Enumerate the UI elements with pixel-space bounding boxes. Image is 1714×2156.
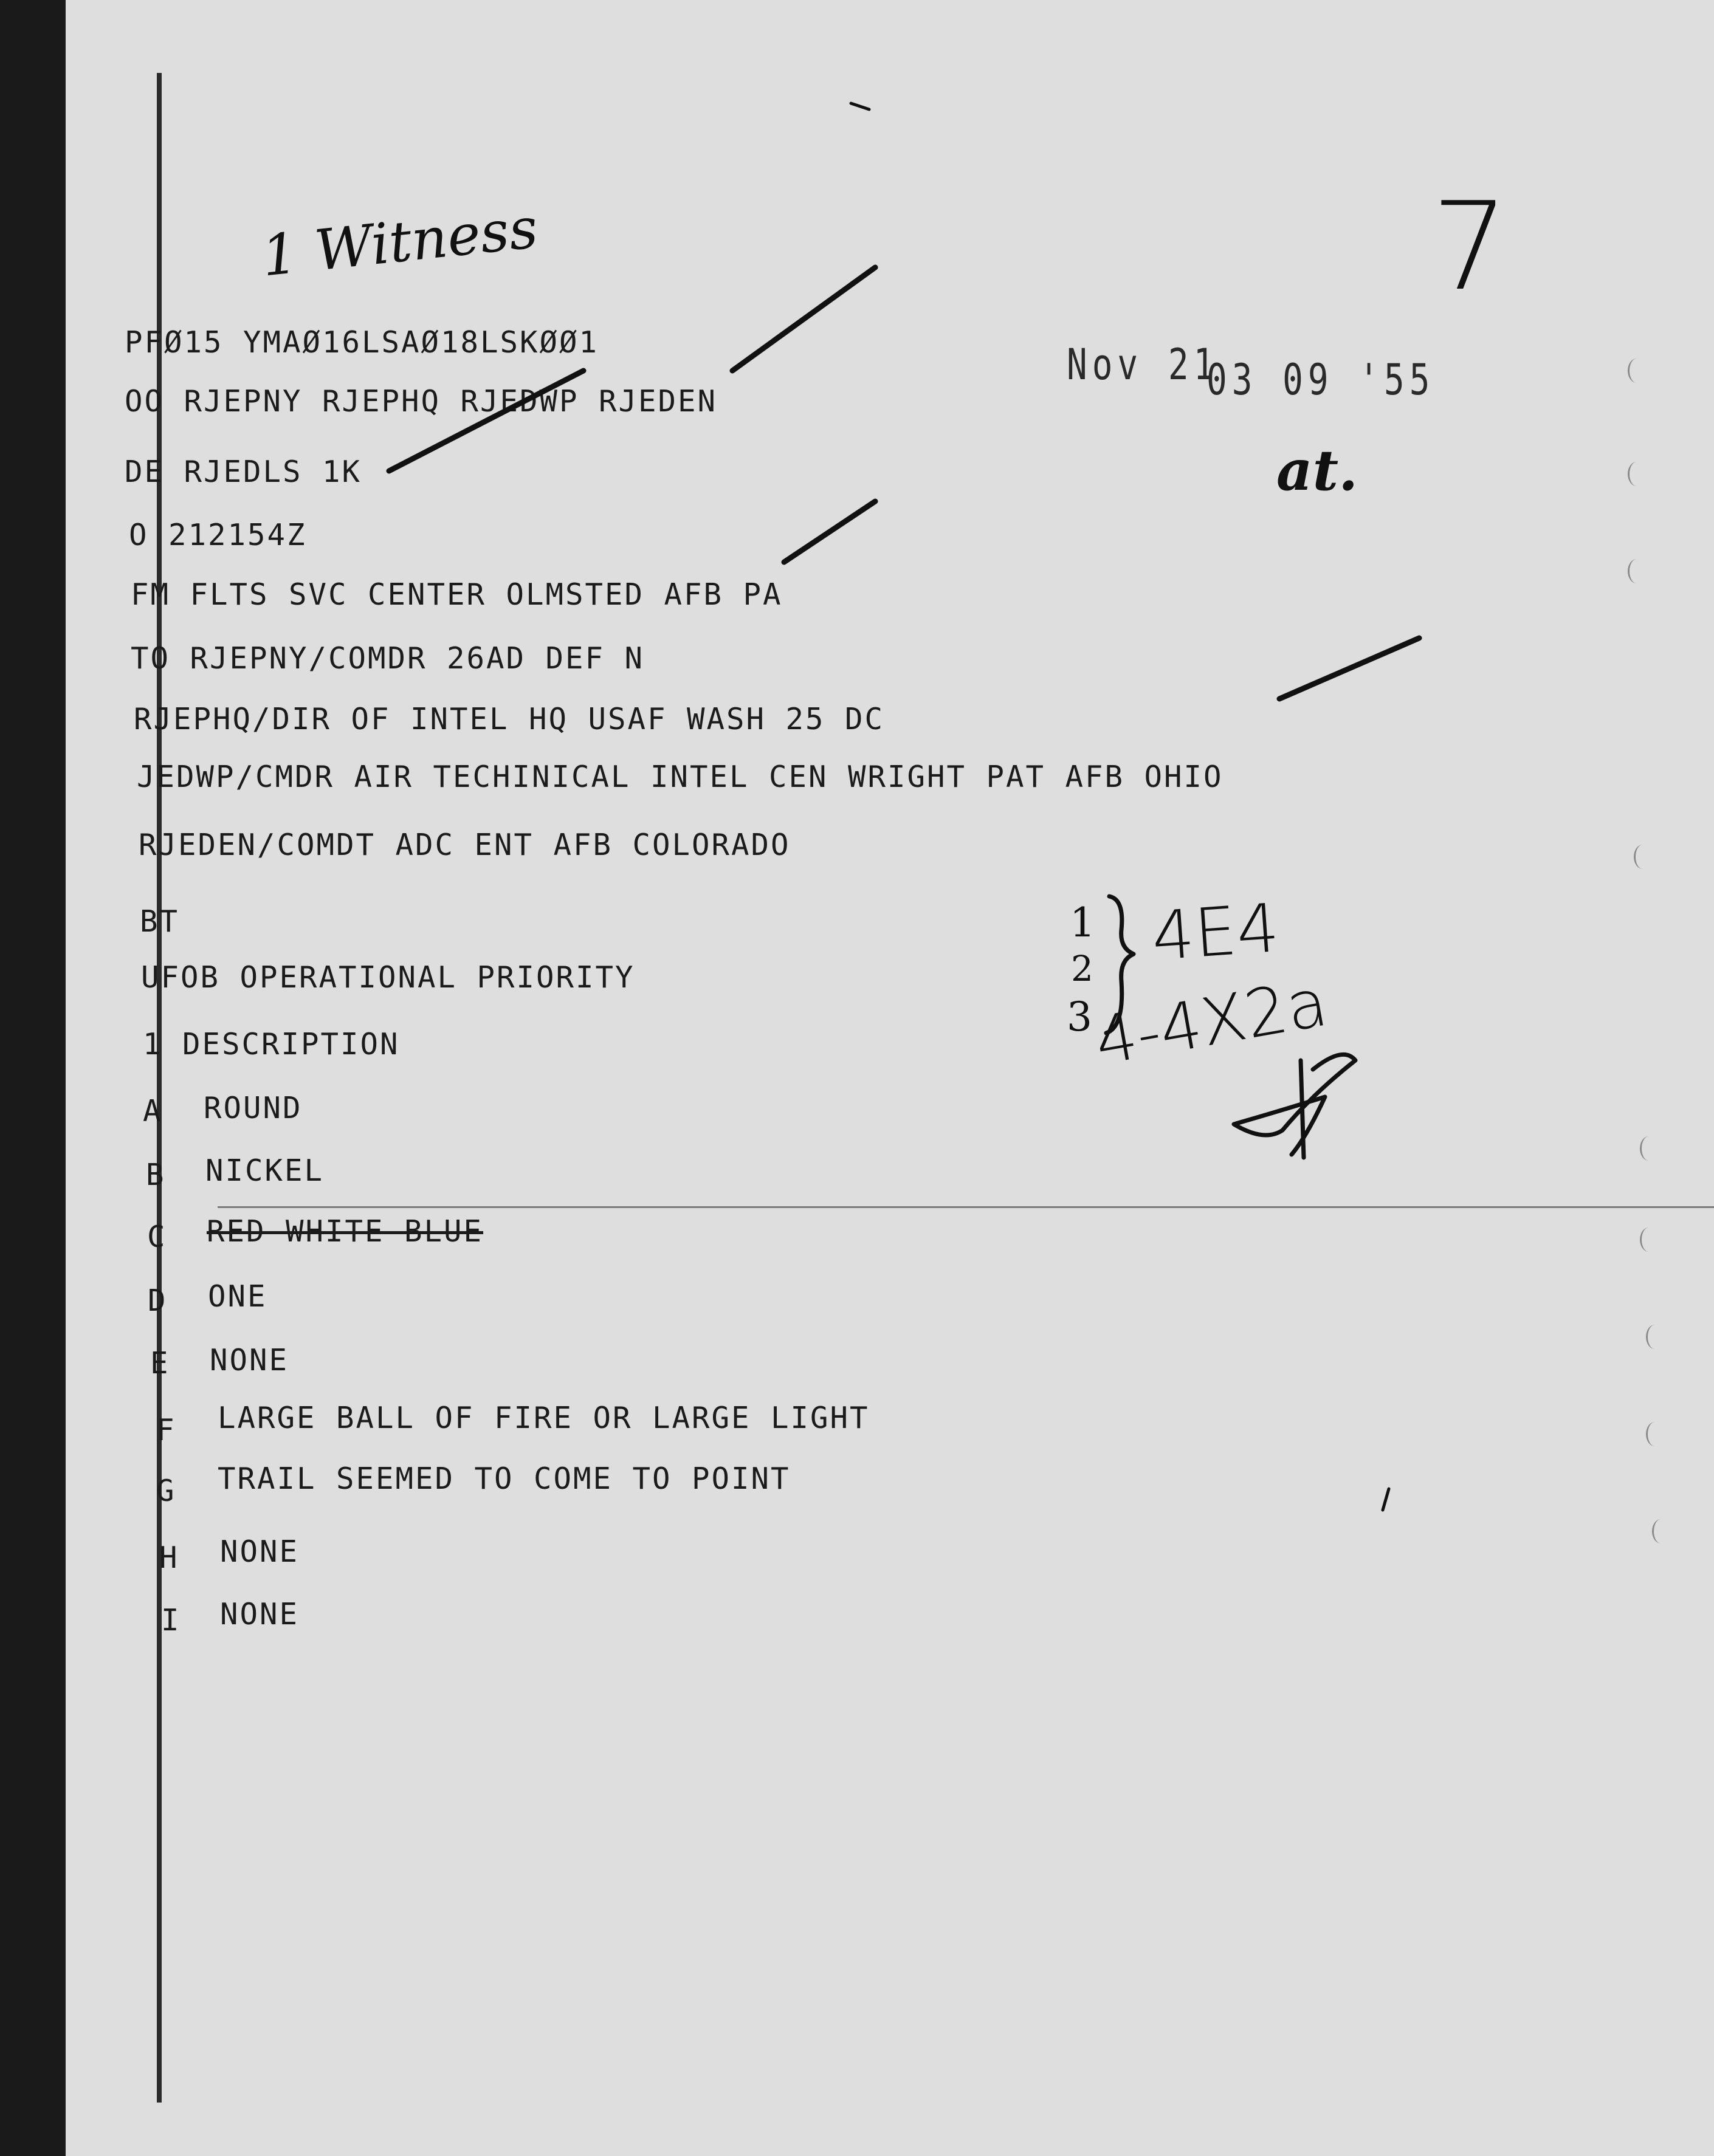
item-letter: A [143, 1094, 161, 1128]
item-value: NONE [210, 1343, 289, 1378]
item-letter: G [156, 1474, 174, 1508]
item-letter: I [161, 1603, 179, 1638]
reference-code: 4E4 [1149, 888, 1282, 976]
item-value: NONE [220, 1534, 300, 1569]
break-marker: BT [140, 904, 180, 939]
subject-line: UFOB OPERATIONAL PRIORITY [141, 960, 635, 995]
address-line: JEDWP/CMDR AIR TECHINICAL INTEL CEN WRIGHT PAT AFB OHIO [137, 760, 1224, 794]
received-time-stamp: 03 09 '55 [1206, 355, 1435, 405]
item-letter: H [159, 1540, 177, 1575]
at-mark: at. [1276, 438, 1358, 503]
tick-mark [1383, 1489, 1389, 1510]
item-value: ROUND [204, 1091, 303, 1125]
check-mark [1279, 638, 1419, 699]
item-letter: F [156, 1413, 174, 1447]
check-mark [732, 267, 875, 371]
item-letter: D [148, 1283, 166, 1318]
received-date-stamp: Nov 21 [1067, 340, 1219, 390]
from-line: FM FLTS SVC CENTER OLMSTED AFB PA [131, 577, 783, 612]
item-letter: E [150, 1346, 168, 1381]
section-heading: 1 DESCRIPTION [143, 1027, 400, 1062]
brace-mark [1106, 896, 1134, 1033]
brace-number: 2 [1071, 948, 1093, 989]
item-letter: C [147, 1220, 165, 1254]
check-mark [784, 501, 875, 562]
routing-line: PFØ15 YMAØ16LSAØ18LSKØØ1 [125, 325, 599, 360]
item-value: NICKEL [205, 1153, 325, 1188]
initials-signature [1234, 1054, 1355, 1158]
witness-note: 1 Witness [258, 195, 541, 289]
date-time-group: O 212154Z [129, 518, 307, 552]
check-mark [389, 371, 583, 471]
brace-number: 3 [1067, 994, 1092, 1040]
tick-mark [851, 103, 869, 109]
origin-station-line: DE RJEDLS 1K [125, 455, 362, 489]
item-value-struck: RED WHITE BLUE [207, 1214, 484, 1249]
address-line: RJEDEN/COMDT ADC ENT AFB COLORADO [139, 828, 791, 862]
item-value: NONE [220, 1597, 300, 1632]
item-letter: B [146, 1158, 164, 1192]
to-line: TO RJEPNY/COMDR 26AD DEF N [131, 641, 645, 676]
item-value: TRAIL SEEMED TO COME TO POINT [218, 1461, 791, 1496]
reference-code: 4-4X2a [1089, 964, 1334, 1080]
item-value: LARGE BALL OF FIRE OR LARGE LIGHT [218, 1401, 870, 1435]
page-number: 7 [1431, 176, 1509, 318]
address-line: RJEPHQ/DIR OF INTEL HQ USAF WASH 25 DC [134, 702, 885, 736]
precedence-line: OO RJEPNY RJEPHQ RJEDWP RJEDEN [125, 384, 718, 419]
item-value: ONE [208, 1279, 267, 1314]
brace-number: 1 [1070, 899, 1095, 946]
